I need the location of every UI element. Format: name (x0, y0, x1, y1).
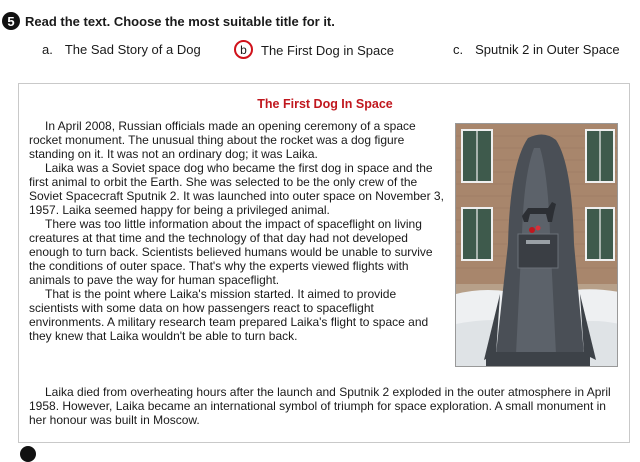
task-number-badge: 5 (2, 12, 20, 30)
article-body-final (29, 385, 614, 427)
option-a-letter: a. (42, 42, 53, 57)
option-a-text: The Sad Story of a Dog (64, 42, 201, 57)
article-paragraph-3: There was too little information about the impact of spaceflight on living creatures at that time and the technology of that day had not developed enough to turn back. Scientists believed humans would be unable to survive the conditions of outer space. That's why the experts viewed flights with animals to pave the way for human spaceflight. (29, 217, 433, 287)
option-c-letter: c. (453, 42, 464, 57)
task-header (2, 10, 335, 32)
option-c[interactable] (453, 42, 620, 57)
article-frame (18, 83, 630, 443)
option-b[interactable] (238, 42, 394, 59)
article-paragraph-1: In April 2008, Russian officials made an opening ceremony of a space rocket monument. The unusual thing about the rocket was a dog figure standing on it. It was not an ordinary dog; it was Laika. (29, 119, 416, 161)
article-body (29, 119, 447, 343)
article-title: The First Dog In Space (257, 97, 393, 111)
option-c-text: Sputnik 2 in Outer Space (475, 42, 620, 57)
laika-monument-photo (455, 123, 618, 367)
option-b-text: The First Dog in Space (261, 43, 394, 58)
next-task-number-badge (20, 446, 36, 462)
selected-answer-circle: b (234, 40, 253, 59)
task-instruction: Read the text. Choose the most suitable title for it. (25, 13, 335, 29)
article-paragraph-5: Laika died from overheating hours after the launch and Sputnik 2 exploded in the outer atmosphere in April 1958. However, Laika became an international symbol of triumph for space exploration. A small monument in her honour was built in Moscow. (29, 385, 611, 427)
option-a[interactable] (42, 42, 201, 57)
article-paragraph-4: That is the point where Laika's mission started. It aimed to provide scientists with some data on how passengers react to spaceflight environments. A military research team prepared Laika's flight to space and they knew that Laika wouldn't be able to turn back. (29, 287, 429, 343)
article-paragraph-2: Laika was a Soviet space dog who became the first dog in space and the first animal to orbit the Earth. She was selected to be the only crew of the Soviet Spacecraft Sputnik 2. It was launched into outer space on November 3, 1957. Laika seemed happy for being a privileged animal. (29, 161, 444, 217)
answer-options (0, 38, 640, 62)
